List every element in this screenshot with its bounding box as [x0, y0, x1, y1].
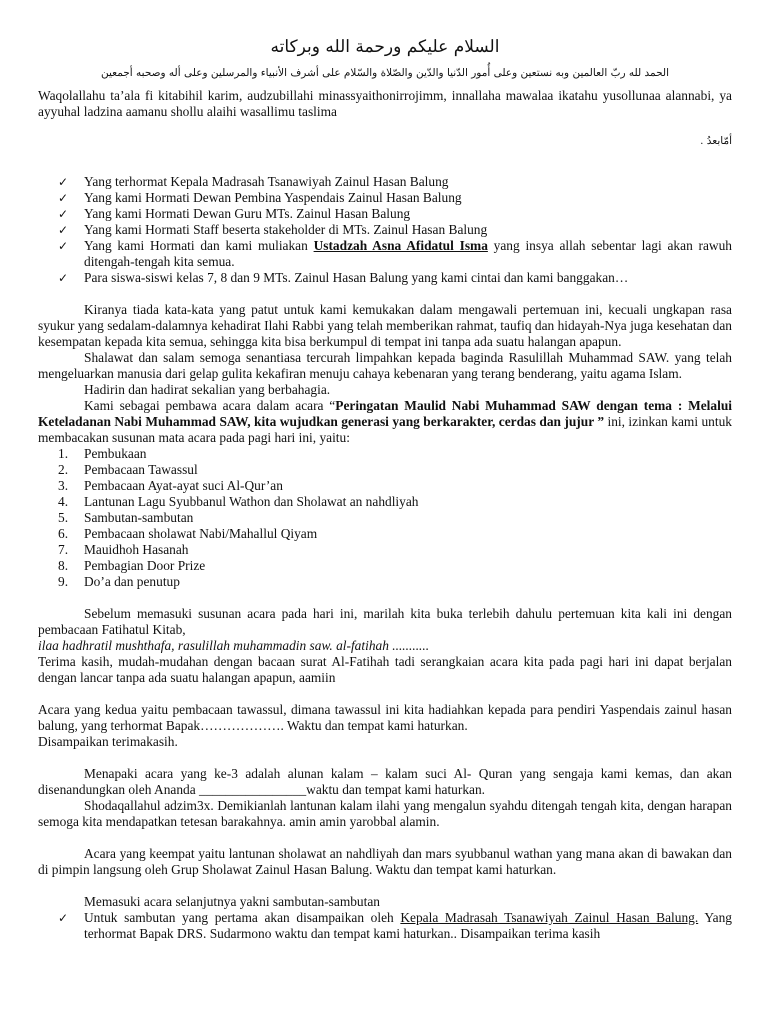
agenda-item: [38, 494, 732, 510]
agenda-number: 4.: [58, 494, 69, 509]
agenda-item: [38, 510, 732, 526]
opening-paragraph: Waqolallahu ta’ala fi kitabihil karim, audzubillahi minassyaithonirrojimm, innallaha mawalaa ikatahu yusollunaa alannabi, ya ayyuhal ladzina aamanu shollu alaihi wasallimu taslima: [38, 88, 732, 119]
sambutan-text-post: Yang terhormat Bapak DRS. Sudarmono waktu dan tempat kami haturkan.. Disampaikan terima kasih: [84, 910, 732, 941]
greeting-text: Para siswa-siswi kelas 7, 8 dan 9 MTs. Zainul Hasan Balung yang kami cintai dan kami banggakan…: [84, 270, 629, 285]
agenda-item: [38, 446, 732, 462]
agenda-item: [38, 478, 732, 494]
agenda-number: 3.: [58, 478, 69, 493]
agenda-item: [38, 574, 732, 590]
greeting-text-pre: Yang kami Hormati dan kami muliakan: [84, 238, 314, 253]
intro-paragraph-1: Kiranya tiada kata-kata yang patut untuk kami kemukakan dalam mengawali pertemuan ini, kecuali ungkapan rasa syukur yang sedalam-dalamnya kehadirat Ilahi Rabbi yang telah memberikan rahmat, taufiq dan hidayah-Nya juga kesehatan dan kesempatan kepada kita semua, sehingga kita bisa berkumpul di tempat ini tanpa ada suatu halangan apapun.: [38, 302, 732, 349]
greetings-list: [38, 174, 732, 286]
greeting-item: [38, 238, 732, 270]
agenda-label: Pembacaan Ayat-ayat suci Al-Qur’an: [84, 478, 283, 493]
agenda-label: Mauidhoh Hasanah: [84, 542, 189, 557]
greeting-item: [38, 270, 732, 286]
agenda-label: Sambutan-sambutan: [84, 510, 194, 525]
quran-paragraph-1: Menapaki acara yang ke-3 adalah alunan kalam – kalam suci Al- Quran yang sengaja kami kemas, dan akan disenandungkan oleh Ananda ________________waktu dan tempat kami haturkan.: [38, 766, 732, 797]
fatihah-paragraph-2: Terima kasih, mudah-mudahan dengan bacaan surat Al-Fatihah tadi serangkaian acara kita pada pagi hari ini dapat berjalan dengan lancar tanpa ada suatu halangan apapun, aamiin: [38, 654, 732, 685]
intro-p4-pre: Kami sebagai pembawa acara dalam acara “: [84, 398, 336, 413]
agenda-number: 6.: [58, 526, 69, 541]
sambutan-list: [38, 910, 732, 942]
greeting-text-post: yang insya allah sebentar lagi akan rawuh ditengah-tengah kita semua.: [84, 238, 732, 269]
checkmark-icon: ✓: [58, 207, 69, 221]
agenda-label: Pembukaan: [84, 446, 147, 461]
sholawat-paragraph: Acara yang keempat yaitu lantunan sholawat an nahdliyah dan mars syubbanul wathan yang mana akan di bawakan dan di pimpin langsung oleh Grup Sholawat Zainul Hasan Balung. Waktu dan tempat kami haturkan.: [38, 846, 732, 877]
agenda-number: 5.: [58, 510, 69, 525]
agenda-number: 9.: [58, 574, 69, 589]
greeting-item: [38, 206, 732, 222]
agenda-number: 7.: [58, 542, 69, 557]
agenda-item: [38, 558, 732, 574]
sambutan-text-pre: Untuk sambutan yang pertama akan disampaikan oleh: [84, 910, 401, 925]
agenda-item: [38, 542, 732, 558]
greeting-item: [38, 174, 732, 190]
checkmark-icon: ✓: [58, 223, 69, 237]
checkmark-icon: ✓: [58, 191, 69, 205]
greeting-item: [38, 222, 732, 238]
agenda-label: Lantunan Lagu Syubbanul Wathon dan Sholawat an nahdliyah: [84, 494, 419, 509]
greeting-text: Yang kami Hormati Staff beserta stakeholder di MTs. Zainul Hasan Balung: [84, 222, 488, 237]
agenda-label: Pembacaan Tawassul: [84, 462, 198, 477]
kepala-madrasah-name: Kepala Madrasah Tsanawiyah Zainul Hasan Balung.: [400, 910, 699, 925]
agenda-label: Pembagian Door Prize: [84, 558, 206, 573]
agenda-label: Do’a dan penutup: [84, 574, 180, 589]
checkmark-icon: ✓: [58, 271, 69, 285]
checkmark-icon: ✓: [58, 175, 69, 189]
sambutan-item: [38, 910, 732, 942]
checkmark-icon: ✓: [58, 239, 69, 253]
event-theme: Peringatan Maulid Nabi Muhammad SAW dengan tema : Melalui Keteladanan Nabi Muhammad SAW, kita wujudkan generasi yang berkarakter, cerdas dan jujur ”: [38, 398, 732, 429]
greeting-text: Yang terhormat Kepala Madrasah Tsanawiyah Zainul Hasan Balung: [84, 174, 449, 189]
sambutan-intro: Memasuki acara selanjutnya yakni sambutan-sambutan: [84, 894, 380, 909]
quran-paragraph-2: Shodaqallahul adzim3x. Demikianlah lantunan kalam ilahi yang mengalun syahdu ditengah tengah kita, dengan harapan semoga kita mendapatkan tetesan barakahnya. amin amin yarobbal alamin.: [38, 798, 732, 829]
intro-paragraph-2: Shalawat dan salam semoga senantiasa tercurah limpahkan kepada baginda Rasulillah Muhammad SAW. yang telah mengeluarkan manusia dari gelap gulita kekafiran menuju cahaya kebenaran yang terang benderang, yaitu agama Islam.: [38, 350, 732, 381]
agenda-number: 1.: [58, 446, 69, 461]
intro-p4-post: ini, izinkan kami untuk membacakan susunan mata acara pada pagi hari ini, yaitu:: [38, 414, 732, 445]
agenda-item: [38, 462, 732, 478]
ustadzah-name: Ustadzah Asna Afidatul Isma: [313, 238, 488, 253]
agenda-number: 8.: [58, 558, 69, 573]
fatihah-paragraph-1: Sebelum memasuki susunan acara pada hari ini, marilah kita buka terlebih dahulu pertemuan kita kali ini dengan pembacaan Fatihatul Kitab,: [38, 606, 732, 637]
agenda-item: [38, 526, 732, 542]
document-page: [38, 0, 732, 942]
agenda-label: Pembacaan sholawat Nabi/Mahallul Qiyam: [84, 526, 318, 541]
intro-paragraph-4: [38, 398, 732, 446]
arabic-hamdalah: الحمد لله ربّ العالمين وبه نستعين وعلى أُمور الدّنيا والدّين والصّلاة والسّلام على أشرف الأنبياء والمرسلين وعلى أله وصحبه أجمعين: [100, 67, 670, 79]
agenda-list: [38, 446, 732, 590]
fatihah-italic-line: ilaa hadhratil mushthafa, rasulillah muhammadin saw. al-fatihah ...........: [38, 638, 430, 653]
tawassul-paragraph-2: Disampaikan terimakasih.: [38, 734, 178, 749]
greeting-text: Yang kami Hormati Dewan Guru MTs. Zainul Hasan Balung: [84, 206, 411, 221]
checkmark-icon: ✓: [58, 911, 69, 925]
greeting-text: Yang kami Hormati Dewan Pembina Yaspendais Zainul Hasan Balung: [84, 190, 462, 205]
intro-paragraph-3: Hadirin dan hadirat sekalian yang berbahagia.: [84, 382, 331, 397]
tawassul-paragraph-1: Acara yang kedua yaitu pembacaan tawassul, dimana tawassul ini kita hadiahkan kepada para pendiri Yaspendais zainul hasan balung, yang terhormat Bapak………………. Waktu dan tempat kami haturkan.: [38, 702, 732, 733]
greeting-item: [38, 190, 732, 206]
agenda-number: 2.: [58, 462, 69, 477]
arabic-salam-heading: السلام عليكم ورحمة الله وبركاته: [270, 37, 500, 57]
arabic-amma-badu: أمّابعدُ .: [700, 135, 732, 147]
